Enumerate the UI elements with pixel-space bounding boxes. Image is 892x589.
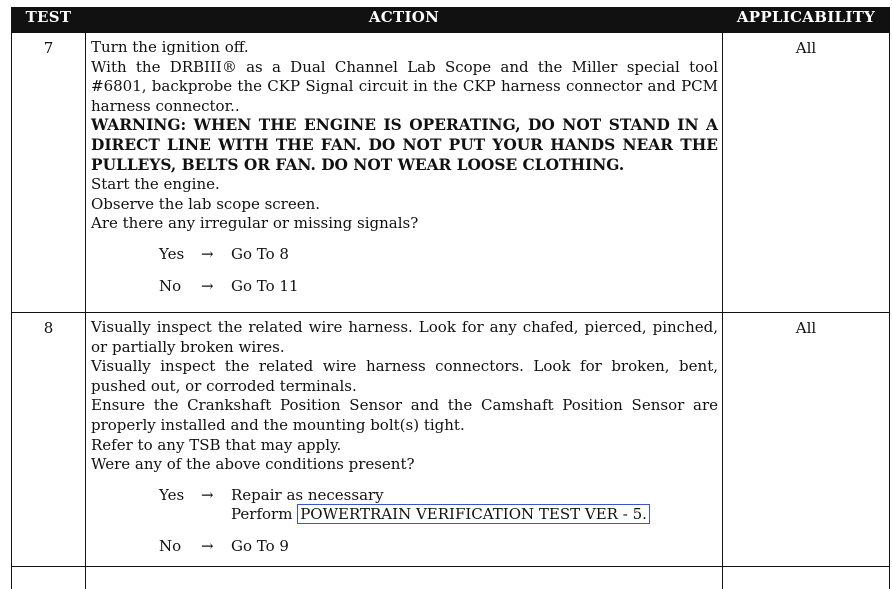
perform-prefix: Perform xyxy=(231,505,297,523)
option-yes xyxy=(159,486,718,525)
option-answer: No xyxy=(159,277,201,297)
action-line: Refer to any TSB that may apply. xyxy=(91,436,718,456)
option-no xyxy=(159,537,718,557)
action-line: With the DRBIII® as a Dual Channel Lab Scope and the Miller special tool #6801, backprobe the CKP Signal circuit in the CKP harness connector and PCM harness connector.. xyxy=(91,58,718,117)
option-result-line2 xyxy=(231,505,718,525)
test-number: 8 xyxy=(12,313,86,567)
option-result xyxy=(231,486,718,525)
arrow-icon: → xyxy=(201,245,231,265)
option-result: Go To 9 xyxy=(231,537,718,557)
action-line: Visually inspect the related wire harness connectors. Look for broken, bent, pushed out, or corroded terminals. xyxy=(91,357,718,396)
empty-cell xyxy=(12,567,86,589)
answer-options xyxy=(159,486,718,557)
action-line: Start the engine. xyxy=(91,175,718,195)
option-yes xyxy=(159,245,718,265)
header-action: ACTION xyxy=(86,8,723,33)
option-result: Go To 8 xyxy=(231,245,718,265)
empty-cell xyxy=(86,567,723,589)
action-line: Are there any irregular or missing signals? xyxy=(91,214,718,234)
option-answer: Yes xyxy=(159,245,201,265)
option-result: Go To 11 xyxy=(231,277,718,297)
test-number: 7 xyxy=(12,33,86,313)
option-result-text: Repair as necessary xyxy=(231,486,718,506)
option-answer: Yes xyxy=(159,486,201,525)
arrow-icon: → xyxy=(201,486,231,525)
option-answer: No xyxy=(159,537,201,557)
empty-cell xyxy=(723,567,890,589)
answer-options xyxy=(159,245,718,296)
header-test: TEST xyxy=(12,8,86,33)
action-cell xyxy=(86,33,723,313)
applicability-value: All xyxy=(723,313,890,567)
warning-text: WARNING: WHEN THE ENGINE IS OPERATING, DO NOT STAND IN A DIRECT LINE WITH THE FAN. DO NOT PUT YOUR HANDS NEAR THE PULLEYS, BELTS OR FAN. DO NOT WEAR LOOSE CLOTHING. xyxy=(91,116,718,175)
table-row-partial xyxy=(12,567,890,589)
action-line: Were any of the above conditions present? xyxy=(91,455,718,475)
action-line: Ensure the Crankshaft Position Sensor and the Camshaft Position Sensor are properly installed and the mounting bolt(s) tight. xyxy=(91,396,718,435)
table-row xyxy=(12,313,890,567)
header-applicability: APPLICABILITY xyxy=(723,8,890,33)
table-header-row xyxy=(12,8,890,33)
action-line: Visually inspect the related wire harness. Look for any chafed, pierced, pinched, or partially broken wires. xyxy=(91,318,718,357)
arrow-icon: → xyxy=(201,537,231,557)
action-line: Observe the lab scope screen. xyxy=(91,195,718,215)
table-row xyxy=(12,33,890,313)
diagnostic-table xyxy=(11,7,890,589)
action-cell xyxy=(86,313,723,567)
applicability-value: All xyxy=(723,33,890,313)
action-line: Turn the ignition off. xyxy=(91,38,718,58)
arrow-icon: → xyxy=(201,277,231,297)
verification-test-link[interactable]: POWERTRAIN VERIFICATION TEST VER - 5. xyxy=(297,504,650,524)
option-no xyxy=(159,277,718,297)
